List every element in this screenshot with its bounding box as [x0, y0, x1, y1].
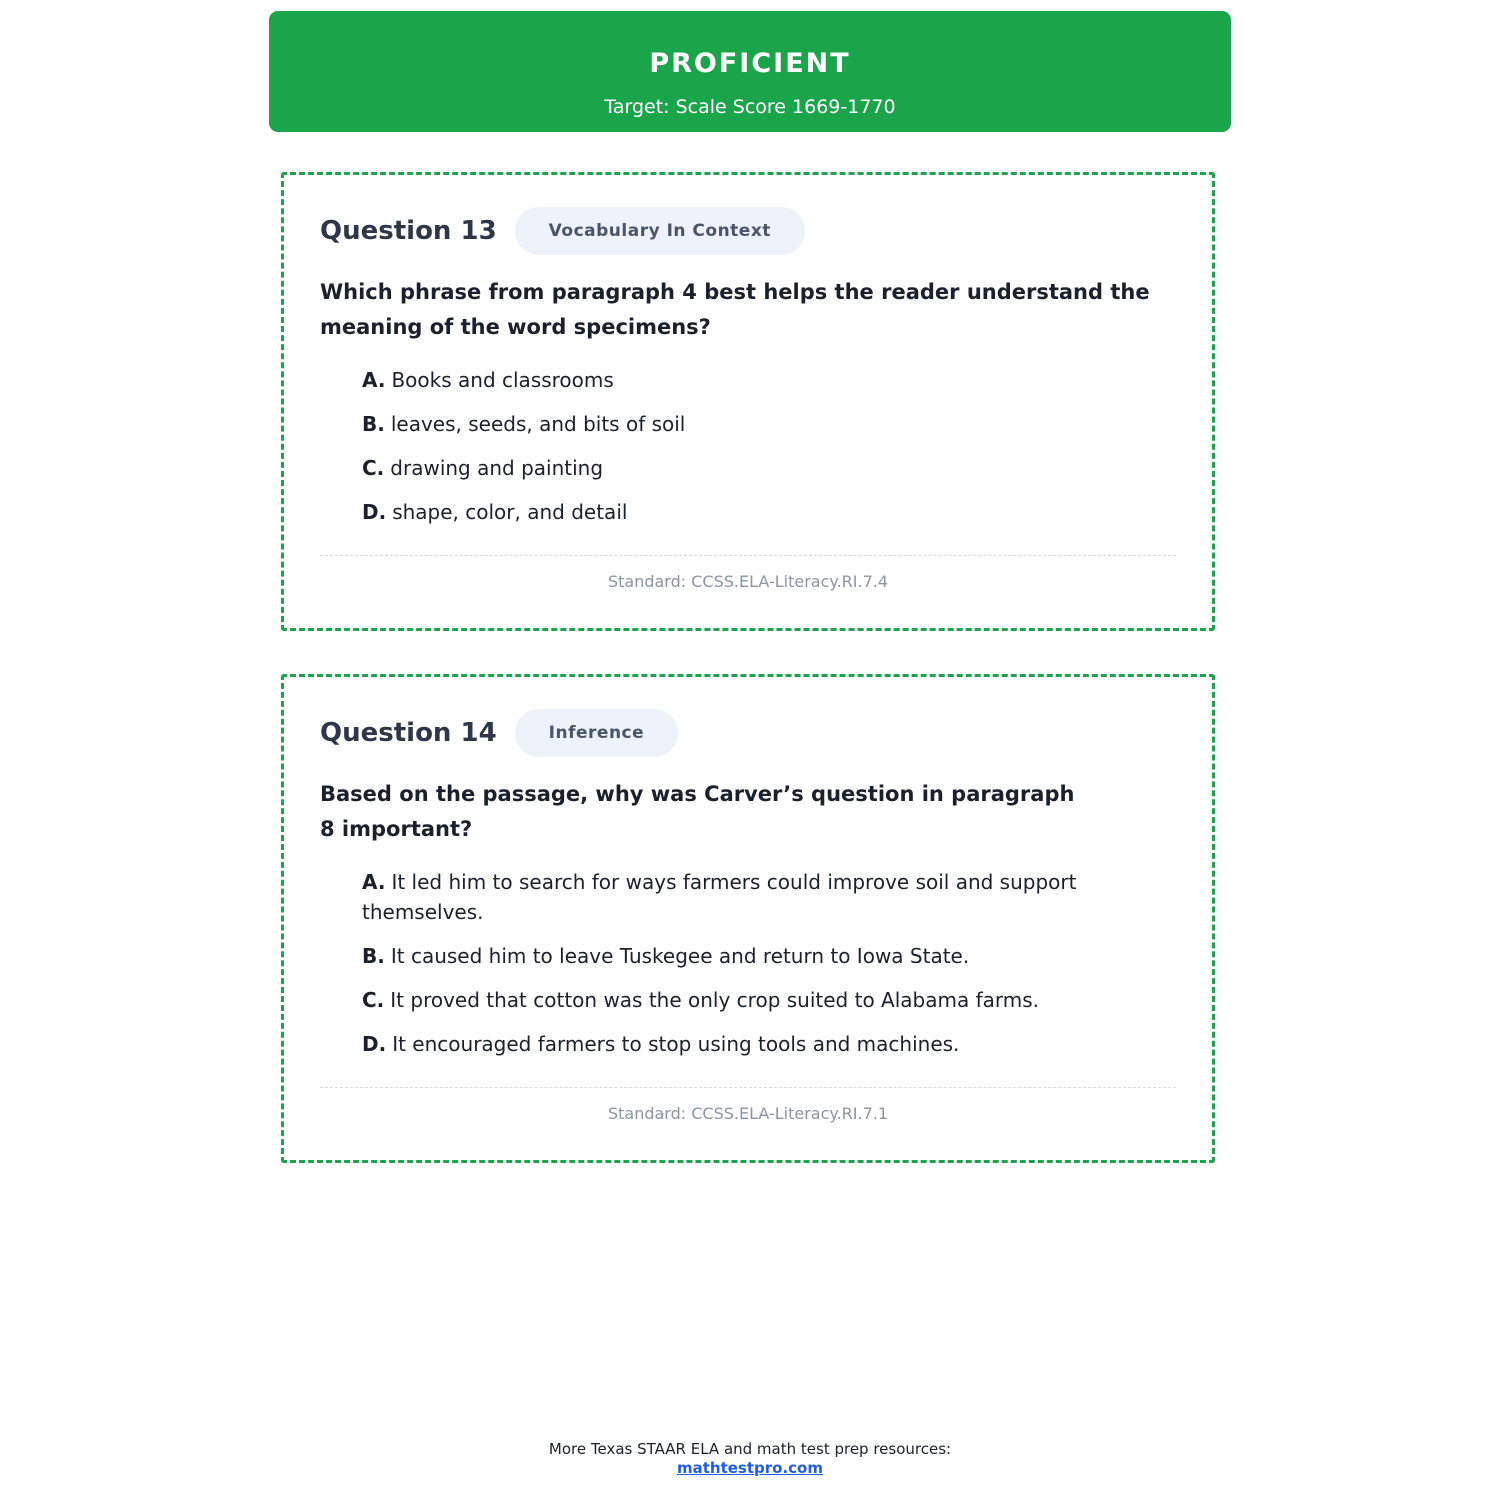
question-header: [320, 709, 678, 757]
question-header: [320, 207, 805, 255]
level-banner: [269, 11, 1231, 132]
choice-letter: D.: [362, 500, 387, 524]
choice-text: leaves, seeds, and bits of soil: [390, 412, 686, 436]
standard-label: Standard: CCSS.ELA-Literacy.RI.7.4: [607, 572, 889, 591]
choice-text: It encouraged farmers to stop using tools and machines.: [392, 1032, 960, 1056]
answer-choice[interactable]: [362, 365, 1112, 395]
question-number: Question 14: [320, 718, 497, 748]
answer-choice[interactable]: [362, 453, 1112, 483]
answer-choices: [362, 867, 1112, 1073]
question-card: [281, 172, 1215, 631]
choice-letter: C.: [362, 456, 385, 480]
choice-letter: C.: [362, 988, 385, 1012]
choice-letter: A.: [362, 368, 386, 392]
question-card: [281, 674, 1215, 1163]
footer-link[interactable]: mathtestpro.com: [676, 1459, 823, 1477]
answer-choice[interactable]: [362, 497, 1112, 527]
skill-badge: Vocabulary In Context: [515, 207, 805, 255]
answer-choice[interactable]: [362, 409, 1112, 439]
divider: [320, 555, 1176, 556]
choice-text: It led him to search for ways farmers could improve soil and support themselves.: [362, 870, 1077, 924]
answer-choice[interactable]: [362, 941, 1112, 971]
choice-letter: A.: [362, 870, 386, 894]
choice-letter: D.: [362, 1032, 387, 1056]
level-title: PROFICIENT: [649, 48, 851, 79]
target-score: Target: Scale Score 1669-1770: [604, 96, 896, 118]
choice-text: It caused him to leave Tuskegee and return to Iowa State.: [390, 944, 970, 968]
choice-text: It proved that cotton was the only crop suited to Alabama farms.: [390, 988, 1040, 1012]
choice-text: Books and classrooms: [391, 368, 614, 392]
choice-letter: B.: [362, 944, 385, 968]
choice-text: drawing and painting: [390, 456, 604, 480]
skill-badge: Inference: [515, 709, 678, 757]
answer-choice[interactable]: [362, 867, 1112, 927]
footer-text: More Texas STAAR ELA and math test prep resources:: [548, 1440, 952, 1458]
standard-label: Standard: CCSS.ELA-Literacy.RI.7.1: [607, 1104, 889, 1123]
divider: [320, 1087, 1176, 1088]
answer-choices: [362, 365, 1112, 541]
footer: [0, 1440, 1500, 1478]
answer-choice[interactable]: [362, 985, 1112, 1015]
choice-text: shape, color, and detail: [392, 500, 628, 524]
question-prompt: Based on the passage, why was Carver’s question in paragraph 8 important?: [320, 782, 1075, 841]
question-number: Question 13: [320, 216, 497, 246]
answer-choice[interactable]: [362, 1029, 1112, 1059]
choice-letter: B.: [362, 412, 385, 436]
question-prompt: Which phrase from paragraph 4 best helps the reader understand the meaning of the word specimens?: [320, 280, 1150, 339]
